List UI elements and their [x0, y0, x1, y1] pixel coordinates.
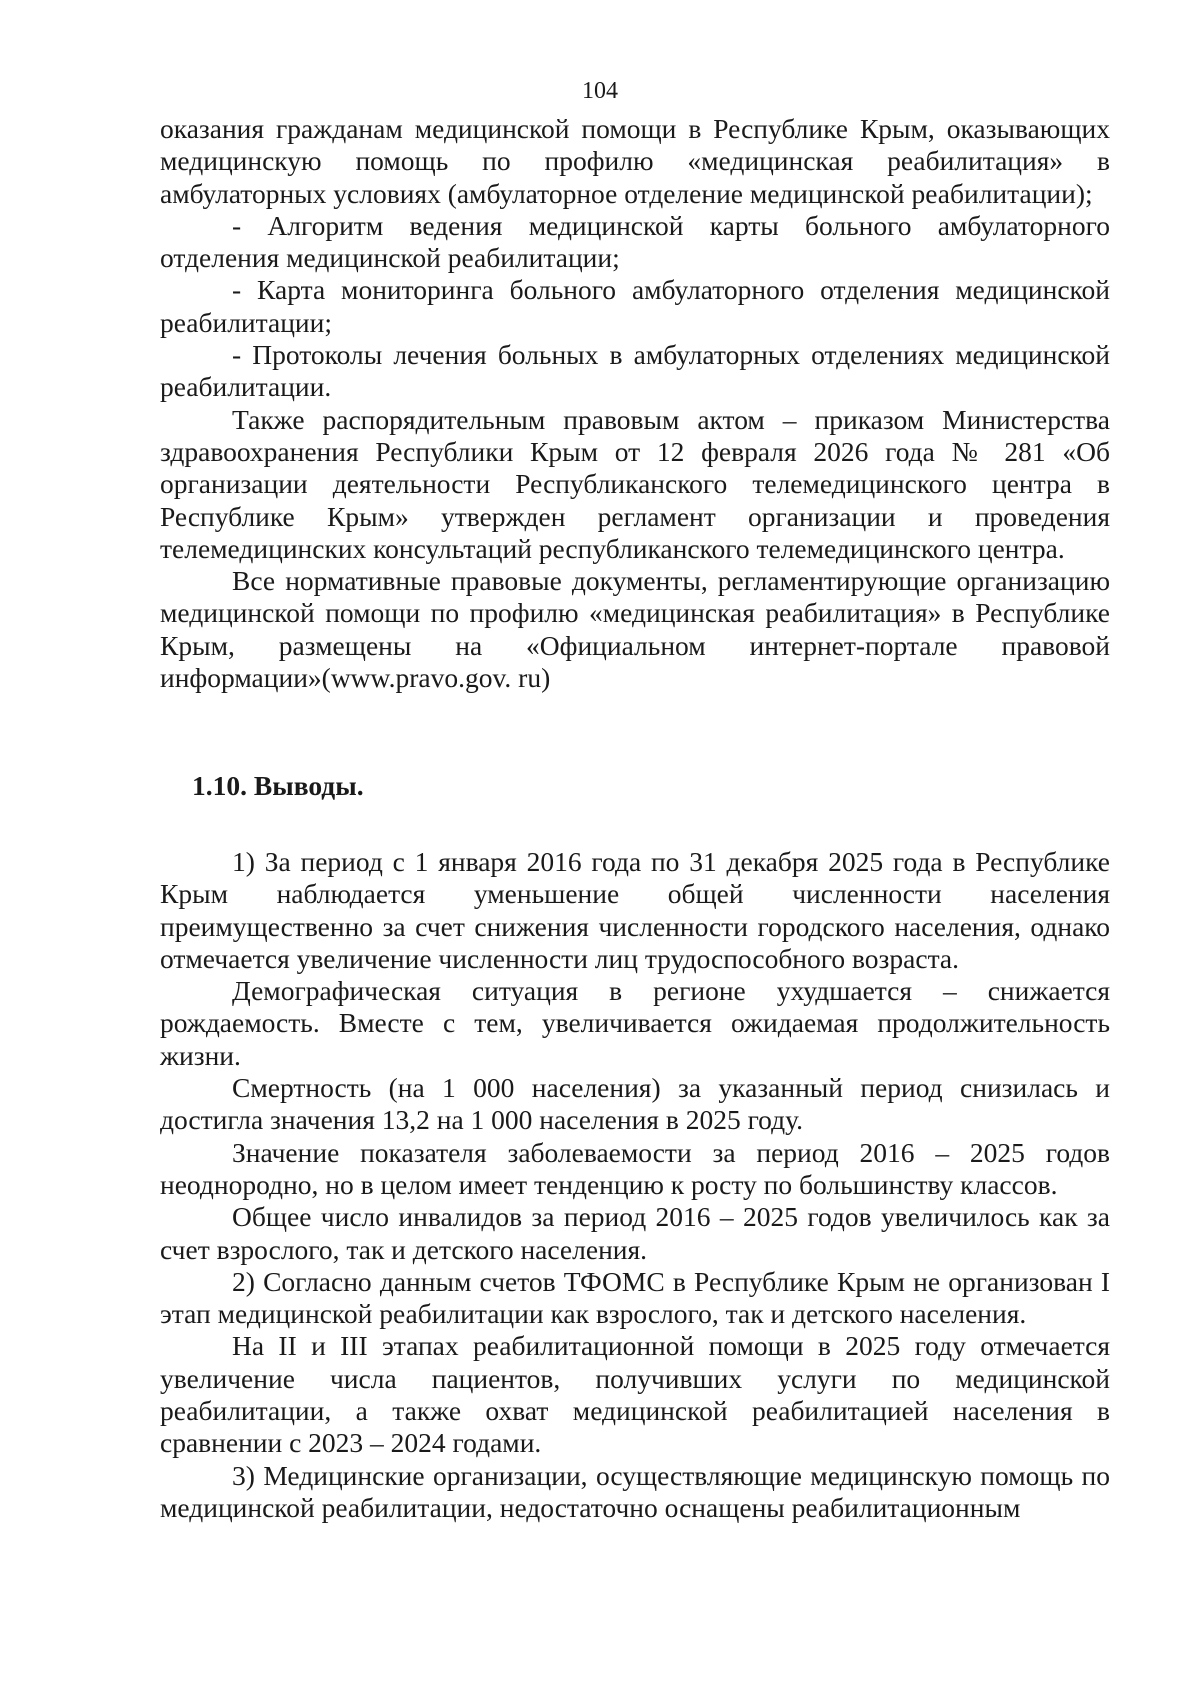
- paragraph-continuation: оказания гражданам медицинской помощи в Республике Крым, оказывающих медицинскую помощь по профилю «медицинская реабилитация» в амбулаторных условиях (амбулаторное отделение медицинской реабилитации);: [160, 113, 1110, 209]
- conclusions-text: [160, 846, 1110, 1524]
- conclusion-paragraph: Смертность (на 1 000 населения) за указанный период снизилась и достигла значения 13,2 на 1 000 населения в 2025 году.: [160, 1072, 1110, 1136]
- conclusion-paragraph: Общее число инвалидов за период 2016 – 2025 годов увеличилось как за счет взрослого, так и детского населения.: [160, 1201, 1110, 1265]
- page-number: 104: [582, 78, 618, 104]
- section-heading: 1.10. Выводы.: [192, 770, 364, 801]
- list-item-algorithm: - Алгоритм ведения медицинской карты больного амбулаторного отделения медицинской реабилитации;: [160, 209, 1110, 274]
- conclusion-paragraph: Значение показателя заболеваемости за период 2016 – 2025 годов неоднородно, но в целом имеет тенденцию к росту по большинству классов.: [160, 1136, 1110, 1200]
- body-text-top: [160, 113, 1110, 694]
- conclusion-paragraph: Демографическая ситуация в регионе ухудшается – снижается рождаемость. Вместе с тем, увеличивается ожидаемая продолжительность жизни.: [160, 975, 1110, 1071]
- conclusion-paragraph: 2) Согласно данным счетов ТФОМС в Республике Крым не организован I этап медицинской реабилитации как взрослого, так и детского населения.: [160, 1265, 1110, 1330]
- list-item-protocols: - Протоколы лечения больных в амбулаторных отделениях медицинской реабилитации.: [160, 339, 1110, 403]
- paragraph-order: Также распорядительным правовым актом – приказом Министерства здравоохранения Республики Крым от 12 февраля 2026 года № 281 «Об организации деятельности Республиканского телемедицинского центра в Республике Крым» утвержден регламент организации и проведения телемедицинских консультаций республиканского телемедицинского центра.: [160, 403, 1110, 564]
- list-item-monitoring-card: - Карта мониторинга больного амбулаторного отделения медицинской реабилитации;: [160, 274, 1110, 338]
- paragraph-documents: Все нормативные правовые документы, регламентирующие организацию медицинской помощи по профилю «медицинская реабилитация» в Республике Крым, размещены на «Официальном интернет-портале правовой информации»(www.pravo.gov. ru): [160, 565, 1110, 694]
- conclusion-paragraph: На II и III этапах реабилитационной помощи в 2025 году отмечается увеличение числа пациентов, получивших услуги по медицинской реабилитации, а также охват медицинской реабилитацией населения в сравнении с 2023 – 2024 годами.: [160, 1330, 1110, 1459]
- conclusion-paragraph: 1) За период с 1 января 2016 года по 31 декабря 2025 года в Республике Крым наблюдается уменьшение общей численности населения преимущественно за счет снижения численности городского населения, однако отмечается увеличение численности лиц трудоспособного возраста.: [160, 846, 1110, 974]
- conclusion-paragraph: 3) Медицинские организации, осуществляющие медицинскую помощь по медицинской реабилитации, недостаточно оснащены реабилитационным: [160, 1459, 1110, 1523]
